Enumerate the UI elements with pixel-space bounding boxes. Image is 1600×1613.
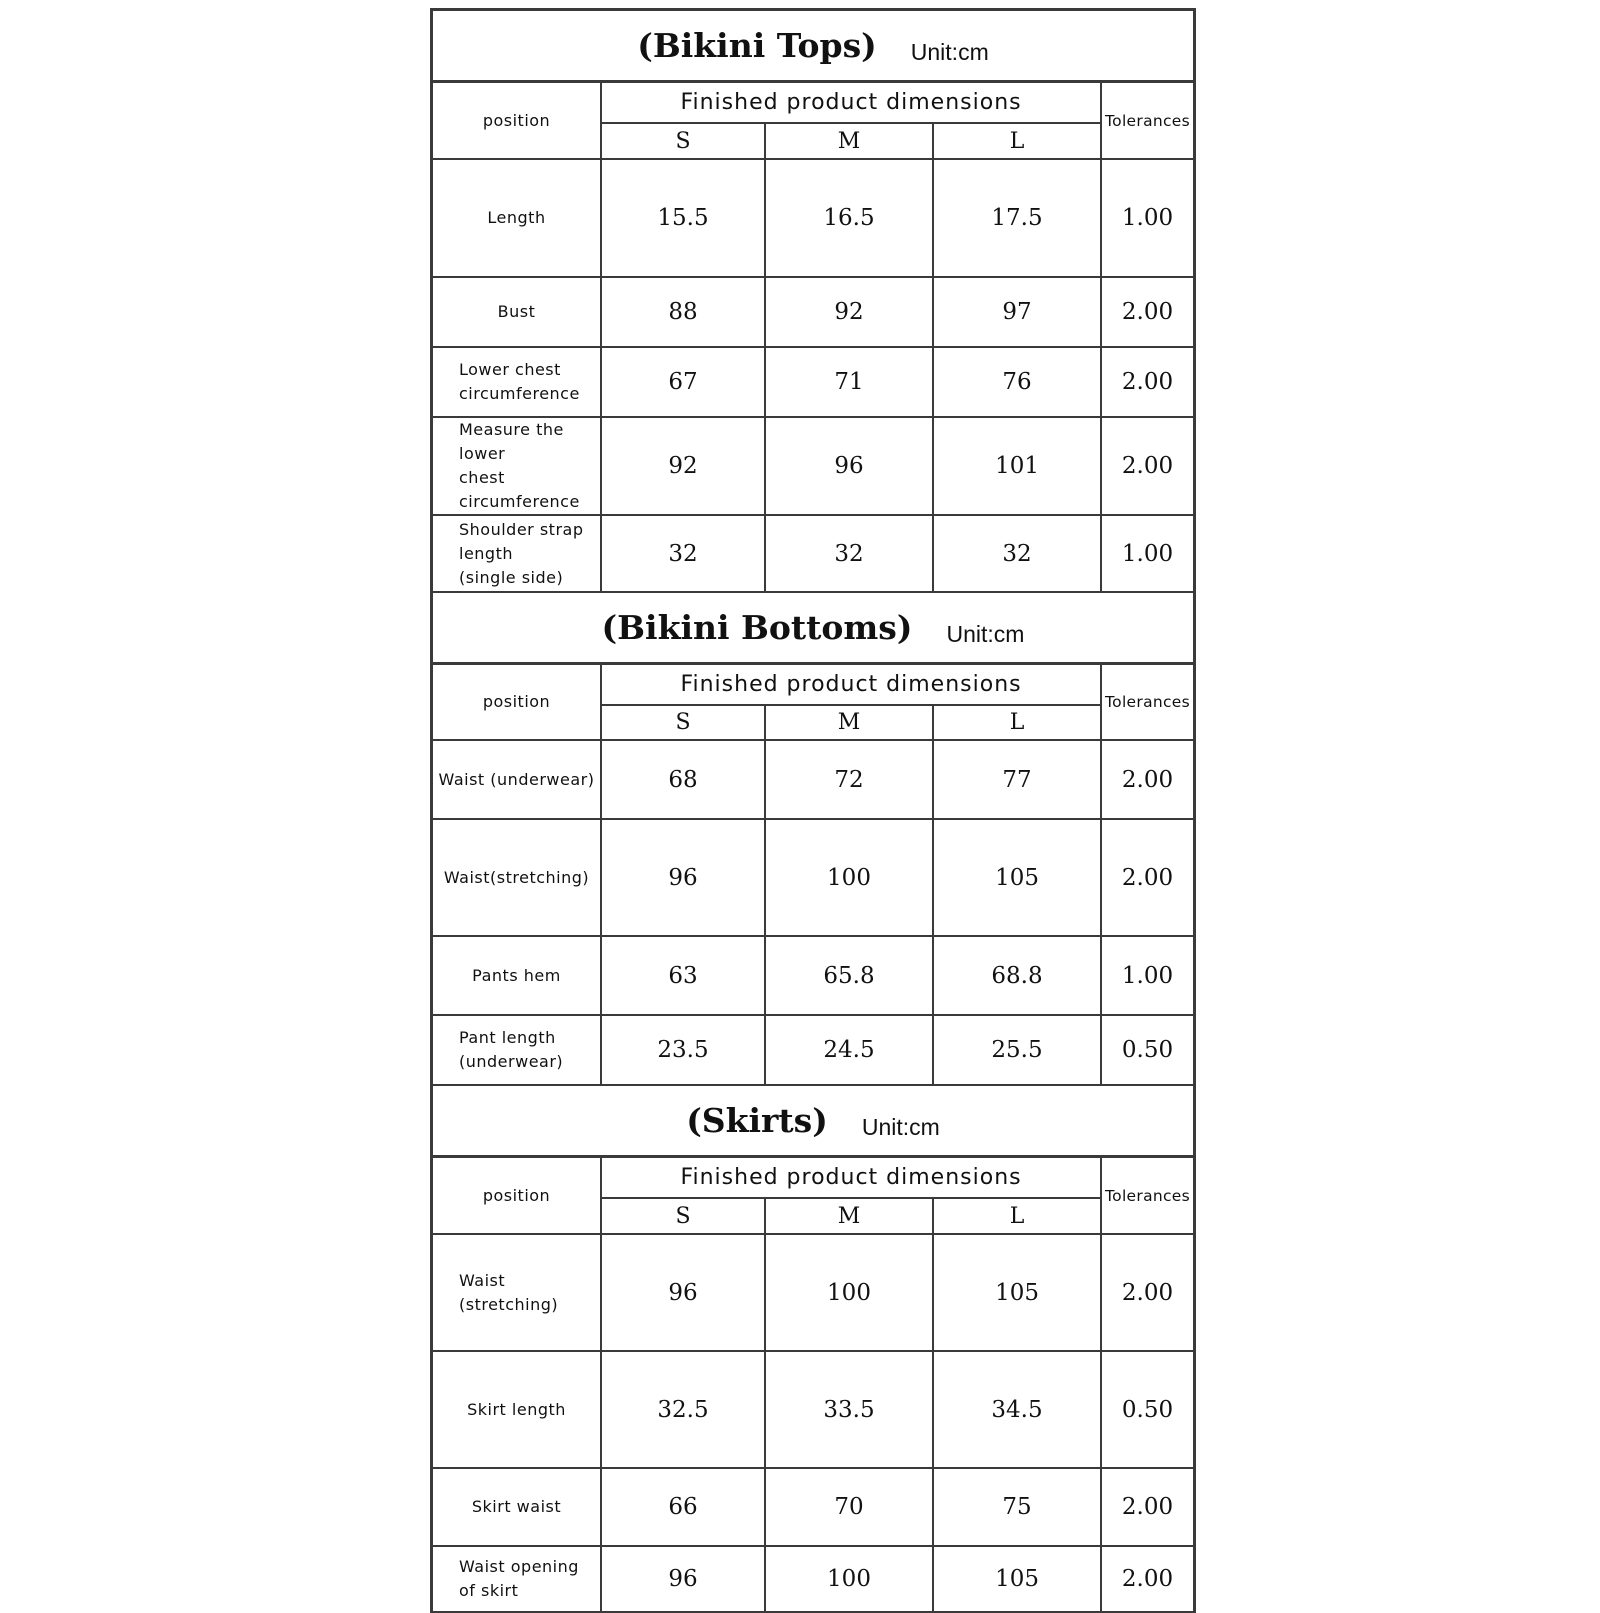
section-title: (Bikini Bottoms) — [601, 608, 913, 647]
size-m-cell: 16.5 — [765, 159, 933, 277]
size-l-cell: 105 — [933, 1546, 1101, 1612]
size-l-cell: 68.8 — [933, 936, 1101, 1015]
position-cell: Shoulder strap length (single side) — [433, 515, 601, 592]
size-m-cell: 100 — [765, 819, 933, 936]
tolerance-cell: 2.00 — [1101, 1468, 1193, 1546]
size-l-header: L — [933, 1198, 1101, 1234]
tolerance-cell: 2.00 — [1101, 1234, 1193, 1351]
size-m-cell: 92 — [765, 277, 933, 347]
size-m-header: M — [765, 123, 933, 159]
tolerance-cell: 1.00 — [1101, 515, 1193, 592]
size-l-cell: 101 — [933, 417, 1101, 515]
position-cell: Measure the lower chest circumference — [433, 417, 601, 515]
table-row — [433, 1351, 1193, 1468]
size-l-cell: 77 — [933, 740, 1101, 819]
position-cell: Waist (stretching) — [433, 1234, 601, 1351]
tolerance-cell: 2.00 — [1101, 417, 1193, 515]
size-s-header: S — [601, 705, 765, 740]
position-cell: Length — [433, 159, 601, 277]
table-row — [433, 1234, 1193, 1351]
unit-label: Unit:cm — [946, 621, 1025, 647]
position-cell: Waist opening of skirt — [433, 1546, 601, 1612]
table-row — [433, 347, 1193, 417]
tolerance-cell: 2.00 — [1101, 277, 1193, 347]
size-s-cell: 96 — [601, 1234, 765, 1351]
tolerance-cell: 2.00 — [1101, 1546, 1193, 1612]
tolerance-cell: 1.00 — [1101, 159, 1193, 277]
tolerances-header: Tolerances — [1101, 1158, 1193, 1234]
tolerance-cell: 2.00 — [1101, 819, 1193, 936]
tolerances-header: Tolerances — [1101, 83, 1193, 159]
size-l-cell: 17.5 — [933, 159, 1101, 277]
position-cell: Bust — [433, 277, 601, 347]
size-l-header: L — [933, 705, 1101, 740]
finished-dimensions-header: Finished product dimensions — [601, 83, 1101, 123]
size-m-cell: 72 — [765, 740, 933, 819]
unit-label: Unit:cm — [861, 1114, 940, 1140]
size-s-cell: 92 — [601, 417, 765, 515]
size-s-cell: 67 — [601, 347, 765, 417]
size-m-header: M — [765, 705, 933, 740]
tolerance-cell: 2.00 — [1101, 740, 1193, 819]
size-m-cell: 100 — [765, 1546, 933, 1612]
size-s-cell: 32.5 — [601, 1351, 765, 1468]
tolerances-header: Tolerances — [1101, 665, 1193, 740]
position-cell: Skirt length — [433, 1351, 601, 1468]
size-s-cell: 68 — [601, 740, 765, 819]
table-row — [433, 1015, 1193, 1085]
tolerance-cell: 2.00 — [1101, 347, 1193, 417]
size-m-cell: 33.5 — [765, 1351, 933, 1468]
size-s-cell: 66 — [601, 1468, 765, 1546]
size-s-cell: 96 — [601, 819, 765, 936]
size-m-cell: 71 — [765, 347, 933, 417]
section-title: (Bikini Tops) — [637, 26, 877, 65]
section-title-bikini-bottoms — [433, 593, 1193, 665]
size-s-cell: 96 — [601, 1546, 765, 1612]
finished-dimensions-header: Finished product dimensions — [601, 665, 1101, 705]
size-m-cell: 24.5 — [765, 1015, 933, 1085]
position-header: position — [433, 665, 601, 740]
position-cell: Pant length (underwear) — [433, 1015, 601, 1085]
size-s-cell: 23.5 — [601, 1015, 765, 1085]
size-s-cell: 88 — [601, 277, 765, 347]
table-row — [433, 936, 1193, 1015]
position-cell: Skirt waist — [433, 1468, 601, 1546]
skirts-table — [433, 1158, 1193, 1613]
size-s-cell: 63 — [601, 936, 765, 1015]
finished-dimensions-header: Finished product dimensions — [601, 1158, 1101, 1198]
position-header: position — [433, 83, 601, 159]
table-row — [433, 515, 1193, 592]
table-row — [433, 819, 1193, 936]
unit-label: Unit:cm — [910, 39, 989, 65]
size-m-header: M — [765, 1198, 933, 1234]
size-m-cell: 70 — [765, 1468, 933, 1546]
size-l-cell: 76 — [933, 347, 1101, 417]
size-m-cell: 100 — [765, 1234, 933, 1351]
size-l-cell: 32 — [933, 515, 1101, 592]
tolerance-cell: 0.50 — [1101, 1015, 1193, 1085]
size-m-cell: 96 — [765, 417, 933, 515]
table-row — [433, 1468, 1193, 1546]
section-title-skirts — [433, 1086, 1193, 1158]
position-cell: Lower chest circumference — [433, 347, 601, 417]
table-row — [433, 159, 1193, 277]
position-cell: Waist(stretching) — [433, 819, 601, 936]
table-row — [433, 417, 1193, 515]
tolerance-cell: 0.50 — [1101, 1351, 1193, 1468]
size-m-cell: 65.8 — [765, 936, 933, 1015]
position-header: position — [433, 1158, 601, 1234]
size-s-cell: 32 — [601, 515, 765, 592]
size-m-cell: 32 — [765, 515, 933, 592]
bikini-tops-table — [433, 83, 1193, 593]
size-l-cell: 105 — [933, 1234, 1101, 1351]
size-l-cell: 25.5 — [933, 1015, 1101, 1085]
size-l-cell: 34.5 — [933, 1351, 1101, 1468]
size-l-header: L — [933, 123, 1101, 159]
table-row — [433, 1546, 1193, 1612]
size-s-header: S — [601, 1198, 765, 1234]
size-s-header: S — [601, 123, 765, 159]
size-l-cell: 97 — [933, 277, 1101, 347]
bikini-bottoms-table — [433, 665, 1193, 1086]
table-row — [433, 740, 1193, 819]
tolerance-cell: 1.00 — [1101, 936, 1193, 1015]
section-title: (Skirts) — [686, 1101, 828, 1140]
position-cell: Waist (underwear) — [433, 740, 601, 819]
size-l-cell: 75 — [933, 1468, 1101, 1546]
section-title-bikini-tops — [433, 11, 1193, 83]
size-s-cell: 15.5 — [601, 159, 765, 277]
position-cell: Pants hem — [433, 936, 601, 1015]
size-l-cell: 105 — [933, 819, 1101, 936]
table-row — [433, 277, 1193, 347]
size-chart — [430, 8, 1196, 1613]
